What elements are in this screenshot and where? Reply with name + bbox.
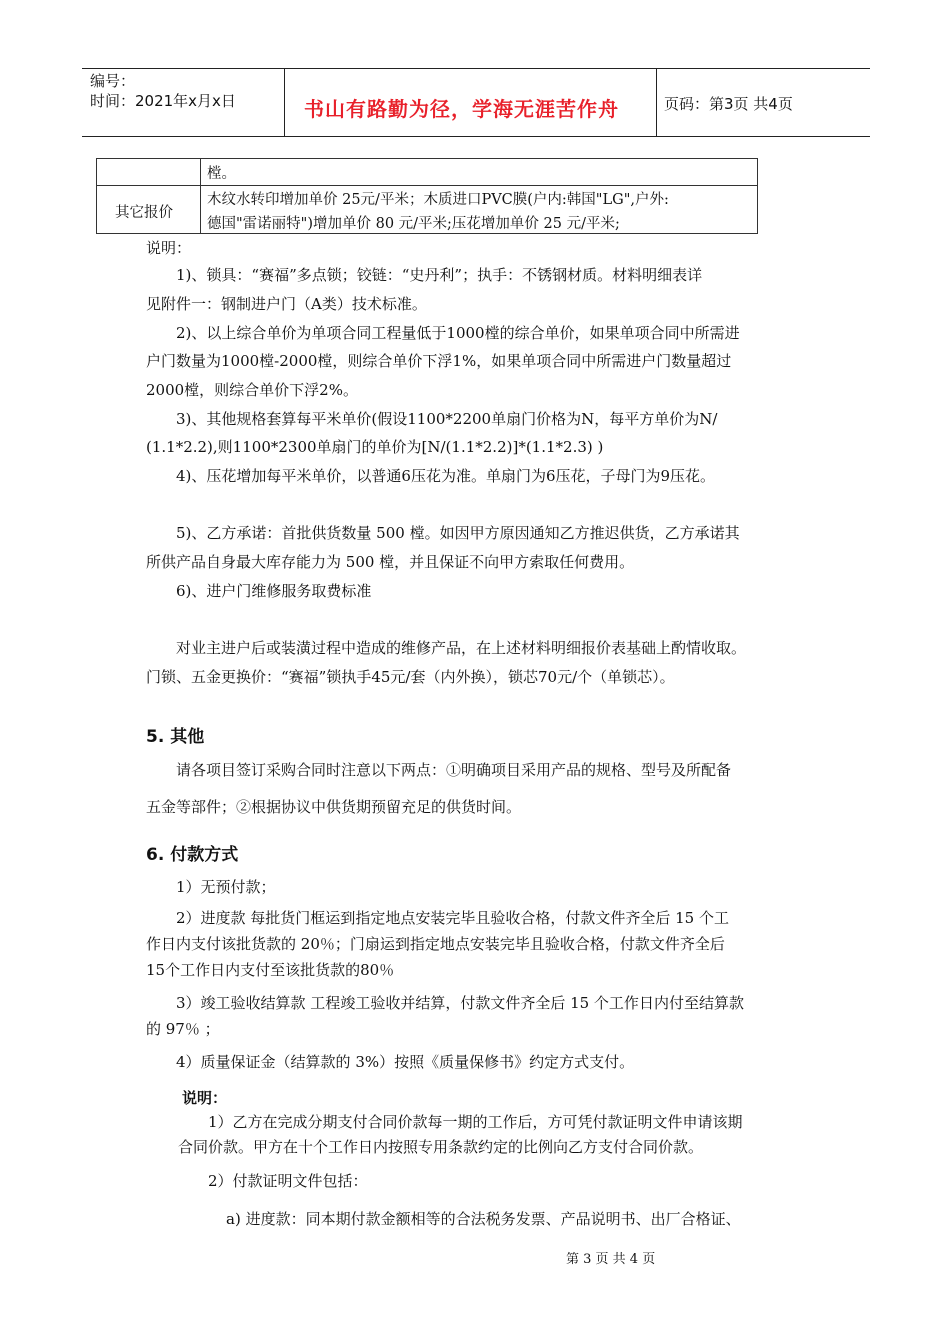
note-line: 所供产品自身最大库存能力为 500 樘，并且保证不向甲方索取任何费用。 — [146, 553, 635, 571]
header-divider-right — [656, 68, 657, 136]
section6-line: 3）竣工验收结算款 工程竣工验收并结算，付款文件齐全后 15 个工作日内付至结算款 — [176, 994, 744, 1012]
note-line: 对业主进户后或装潢过程中造成的维修产品，在上述材料明细报价表基础上酌情收取。 — [176, 639, 747, 657]
section6-note-title: 说明： — [182, 1089, 228, 1107]
table-column-divider — [200, 159, 201, 233]
note-line: 4)、压花增加每平米单价，以普通6压花为准。单扇门为6压花，子母门为9压花。 — [176, 467, 716, 485]
section6-line: 作日内支付该批货款的 20％；门扇运到指定地点安装完毕且验收合格，付款文件齐全后 — [146, 935, 725, 953]
header-time-label: 时间：2021年x月x日 — [90, 92, 236, 110]
note-line: 户门数量为1000樘-2000樘，则综合单价下浮1%，如果单项合同中所需进户门数量超过 — [146, 352, 732, 370]
note-line: 2000樘，则综合单价下浮2%。 — [146, 381, 358, 399]
section6-note-line: 2）付款证明文件包括： — [208, 1172, 368, 1190]
section5-heading: 5. 其他 — [146, 727, 205, 747]
note-line: 2)、以上综合单价为单项合同工程量低于1000樘的综合单价，如果单项合同中所需进 — [176, 324, 740, 342]
table-row2-line: 德国"雷诺丽特")增加单价 80 元/平米;压花增加单价 25 元/平米; — [207, 216, 620, 232]
footer-page-number: 第 3 页 共 4 页 — [566, 1252, 656, 1267]
section6-line: 1）无预付款； — [176, 878, 276, 896]
note-line: (1.1*2.2),则1100*2300单扇门的单价为[N/(1.1*2.2)]*(1.1*2.3) ) — [146, 438, 604, 456]
header-top-rule — [82, 68, 870, 69]
section5-line: 请各项目签订采购合同时注意以下两点：①明确项目采用产品的规格、型号及所配备 — [176, 761, 732, 779]
section6-line: 2）进度款 每批货门框运到指定地点安装完毕且验收合格，付款文件齐全后 15 个工 — [176, 909, 729, 927]
table-row2-line: 木纹水转印增加单价 25元/平米；木质进口PVC膜(户内:韩国"LG",户外: — [207, 192, 669, 208]
table-row1-text: 樘。 — [207, 166, 236, 182]
header-number-label: 编号： — [90, 72, 136, 90]
section6-line: 15个工作日内支付至该批货款的80％ — [146, 961, 395, 979]
note-line: 3)、其他规格套算每平米单价(假设1100*2200单扇门价格为N，每平方单价为N/ — [176, 410, 718, 428]
section6-line: 4）质量保证金（结算款的 3%）按照《质量保修书》约定方式支付。 — [176, 1053, 635, 1071]
price-table — [96, 158, 758, 234]
header-page-info: 页码：第3页 共4页 — [664, 95, 793, 113]
note-line: 6)、进户门维修服务取费标准 — [176, 582, 372, 600]
note-line: 门锁、五金更换价：“赛福”锁执手45元/套（内外换），锁芯70元/个（单锁芯）。 — [146, 668, 675, 686]
header-divider-left — [284, 68, 285, 136]
header-bottom-rule — [82, 136, 870, 137]
section6-note-line: 1）乙方在完成分期支付合同价款每一期的工作后，方可凭付款证明文件申请该期 — [208, 1113, 743, 1131]
table-row — [97, 159, 757, 186]
note-line: 见附件一：钢制进户门（A类）技术标准。 — [146, 295, 427, 313]
table-row2-label: 其它报价 — [115, 205, 173, 221]
section6-note-line: 合同价款。甲方在十个工作日内按照专用条款约定的比例向乙方支付合同价款。 — [178, 1138, 704, 1156]
section5-line: 五金等部件；②根据协议中供货期预留充足的供货时间。 — [146, 798, 522, 816]
section6-note-line: a) 进度款：同本期付款金额相等的合法税务发票、产品说明书、出厂合格证、 — [226, 1210, 741, 1228]
note-line: 1)、锁具：“赛福”多点锁；铰链：“史丹利”；执手：不锈钢材质。材料明细表详 — [176, 266, 703, 284]
notes-title: 说明： — [146, 239, 192, 257]
section6-line: 的 97％ ； — [146, 1020, 220, 1038]
header-motto: 书山有路勤为径，学海无涯苦作舟 — [304, 97, 619, 121]
note-line: 5)、乙方承诺：首批供货数量 500 樘。如因甲方原因通知乙方推迟供货，乙方承诺其 — [176, 524, 740, 542]
section6-heading: 6. 付款方式 — [146, 845, 239, 865]
